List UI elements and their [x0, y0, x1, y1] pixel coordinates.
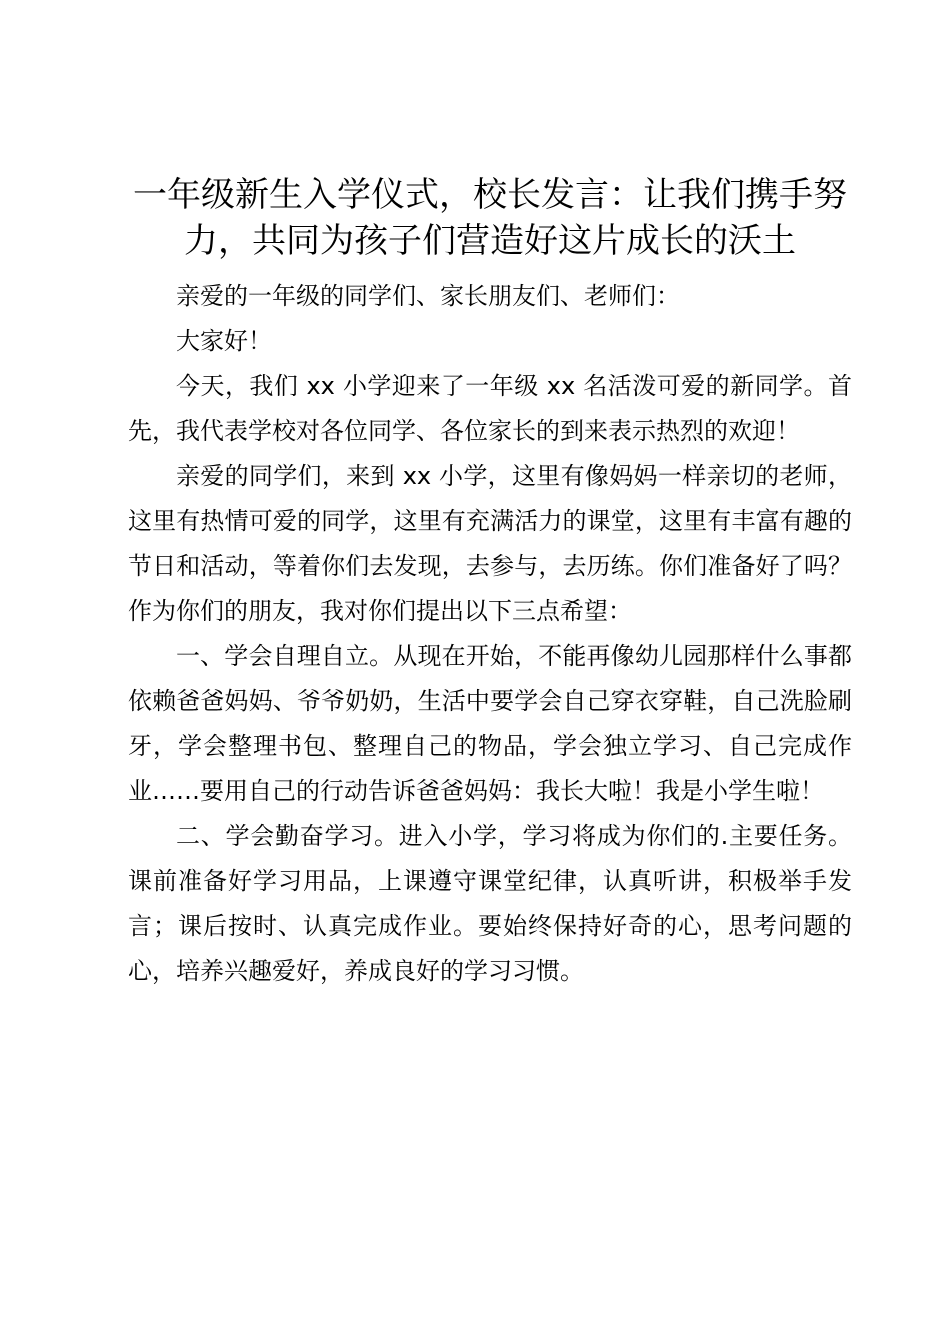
- greeting: 大家好！: [176, 327, 272, 355]
- hope-one-paragraph: 一、学会自理自立。从现在开始，不能再像幼儿园那样什么事都依赖爸爸妈妈、爷爷奶奶，生活中要学会自己穿衣穿鞋，自己洗脸刷牙，学会整理书包、整理自己的物品，学会独立学习、自己完成作业……要用自己的行动告诉爸爸妈妈：我长大啦！我是小学生啦！: [128, 642, 852, 805]
- hope-two-paragraph: 二、学会勤奋学习。进入小学，学习将成为你们的.主要任务。课前准备好学习用品，上课遵守课堂纪律，认真听讲，积极举手发言；课后按时、认真完成作业。要始终保持好奇的心，思考问题的心，培养兴趣爱好，养成良好的学习习惯。: [128, 822, 852, 985]
- document-title: 一年级新生入学仪式，校长发言：让我们携手努力，共同为孩子们营造好这片成长的沃土: [133, 175, 847, 261]
- salutation: 亲爱的一年级的同学们、家长朋友们、老师们：: [176, 282, 680, 310]
- document-body: [128, 172, 852, 994]
- welcome-paragraph: 今天，我们 xx 小学迎来了一年级 xx 名活泼可爱的新同学。首先，我代表学校对各位同学、各位家长的到来表示热烈的欢迎！: [128, 372, 852, 445]
- introduction-paragraph: 亲爱的同学们，来到 xx 小学，这里有像妈妈一样亲切的老师，这里有热情可爱的同学，这里有充满活力的课堂，这里有丰富有趣的节日和活动，等着你们去发现，去参与，去历练。你们准备好了吗？作为你们的朋友，我对你们提出以下三点希望：: [128, 462, 852, 625]
